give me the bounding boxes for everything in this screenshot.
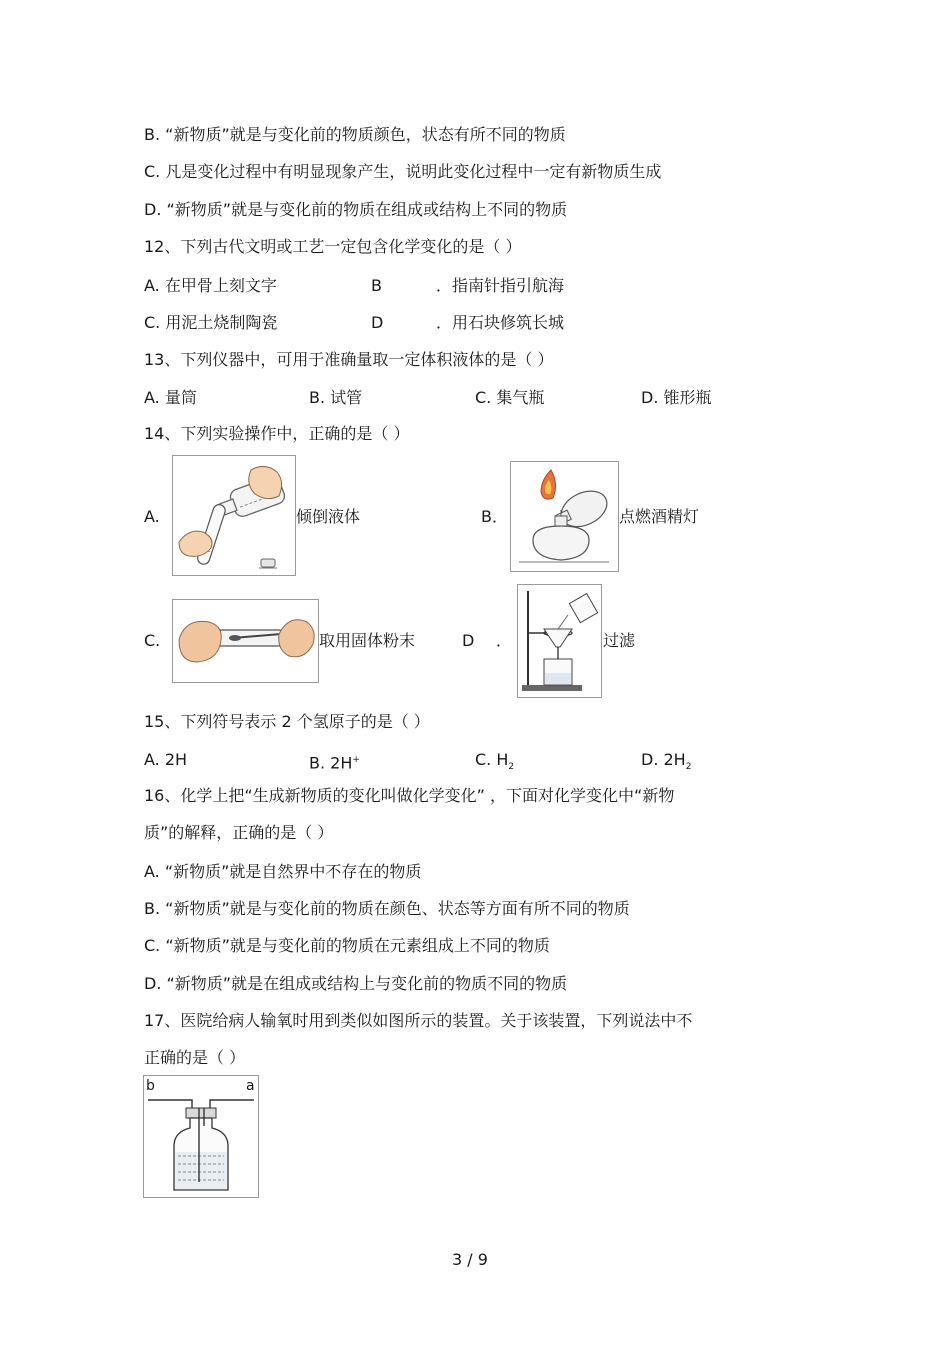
- q16-option-b: B. “新物质”就是与变化前的物质在颜色、状态等方面有所不同的物质: [144, 899, 630, 918]
- q12-option-d-text: ．用石块修筑长城: [436, 313, 565, 332]
- q14-option-a-text: 倾倒液体: [296, 507, 361, 526]
- lighting-alcohol-lamp-figure: [510, 461, 619, 572]
- q15-option-d: D. $2H_2$: [641, 750, 692, 773]
- filtration-figure: [517, 584, 602, 698]
- pouring-liquid-figure: [172, 455, 296, 576]
- oxygen-humidifier-bottle-figure: [143, 1075, 259, 1198]
- q17-label-a: a: [246, 1078, 255, 1094]
- q15-option-c: C. $H_2$: [475, 750, 515, 773]
- q14-stem: 14、下列实验操作中，正确的是（ ）: [144, 424, 410, 443]
- q17-label-b: b: [146, 1078, 155, 1094]
- q13-stem: 13、下列仪器中，可用于准确量取一定体积液体的是（ ）: [144, 350, 554, 369]
- q16-option-c: C. “新物质”就是与变化前的物质在元素组成上不同的物质: [144, 936, 550, 955]
- q12-option-b-text: ．指南针指引航海: [436, 276, 565, 295]
- q15-stem: 15、下列符号表示 2 个氢原子的是（ ）: [144, 712, 430, 731]
- q14-option-c-text: 取用固体粉末: [319, 631, 416, 650]
- q15-option-b: B. 2H+: [309, 753, 360, 773]
- taking-solid-powder-figure: [172, 599, 319, 683]
- q17-stem-line2: 正确的是（ ）: [144, 1048, 246, 1067]
- q13-option-b: B. 试管: [309, 388, 363, 407]
- q14-option-a-letter: A.: [144, 507, 160, 526]
- q12-option-a: A. 在甲骨上刻文字: [144, 276, 277, 295]
- q14-option-d-dot: ．: [496, 631, 513, 650]
- q13-option-c: C. 集气瓶: [475, 388, 545, 407]
- q14-option-d-text: 过滤: [603, 631, 636, 650]
- q16-option-a: A. “新物质”就是自然界中不存在的物质: [144, 862, 422, 881]
- q12-option-c: C. 用泥土烧制陶瓷: [144, 313, 278, 332]
- q13-option-a: A. 量筒: [144, 388, 197, 407]
- q16-option-d: D. “新物质”就是在组成或结构上与变化前的物质不同的物质: [144, 974, 568, 993]
- q14-option-b-text: 点燃酒精灯: [619, 507, 700, 526]
- q14-option-b-letter: B．: [481, 507, 508, 526]
- q11-option-b: B. “新物质”就是与变化前的物质颜色，状态有所不同的物质: [144, 125, 566, 144]
- q12-option-b-letter: B: [371, 276, 382, 295]
- q16-stem-line1: 16、化学上把“生成新物质的变化叫做化学变化” ，下面对化学变化中“新物: [144, 786, 675, 805]
- q14-option-c-letter: C.: [144, 631, 161, 650]
- q15-option-a: A. 2H: [144, 750, 188, 769]
- page-number: 3 / 9: [452, 1250, 488, 1269]
- q11-option-d: D. “新物质”就是与变化前的物质在组成或结构上不同的物质: [144, 200, 568, 219]
- q16-stem-line2: 质”的解释，正确的是（ ）: [144, 823, 334, 842]
- q12-stem: 12、下列古代文明或工艺一定包含化学变化的是（ ）: [144, 237, 522, 256]
- q17-stem-line1: 17、医院给病人输氧时用到类似如图所示的装置。关于该装置，下列说法中不: [144, 1011, 693, 1030]
- q14-option-d-letter: D: [462, 631, 475, 650]
- q13-option-d: D. 锥形瓶: [641, 388, 712, 407]
- q12-option-d-letter: D: [371, 313, 384, 332]
- q11-option-c: C. 凡是变化过程中有明显现象产生，说明此变化过程中一定有新物质生成: [144, 162, 662, 181]
